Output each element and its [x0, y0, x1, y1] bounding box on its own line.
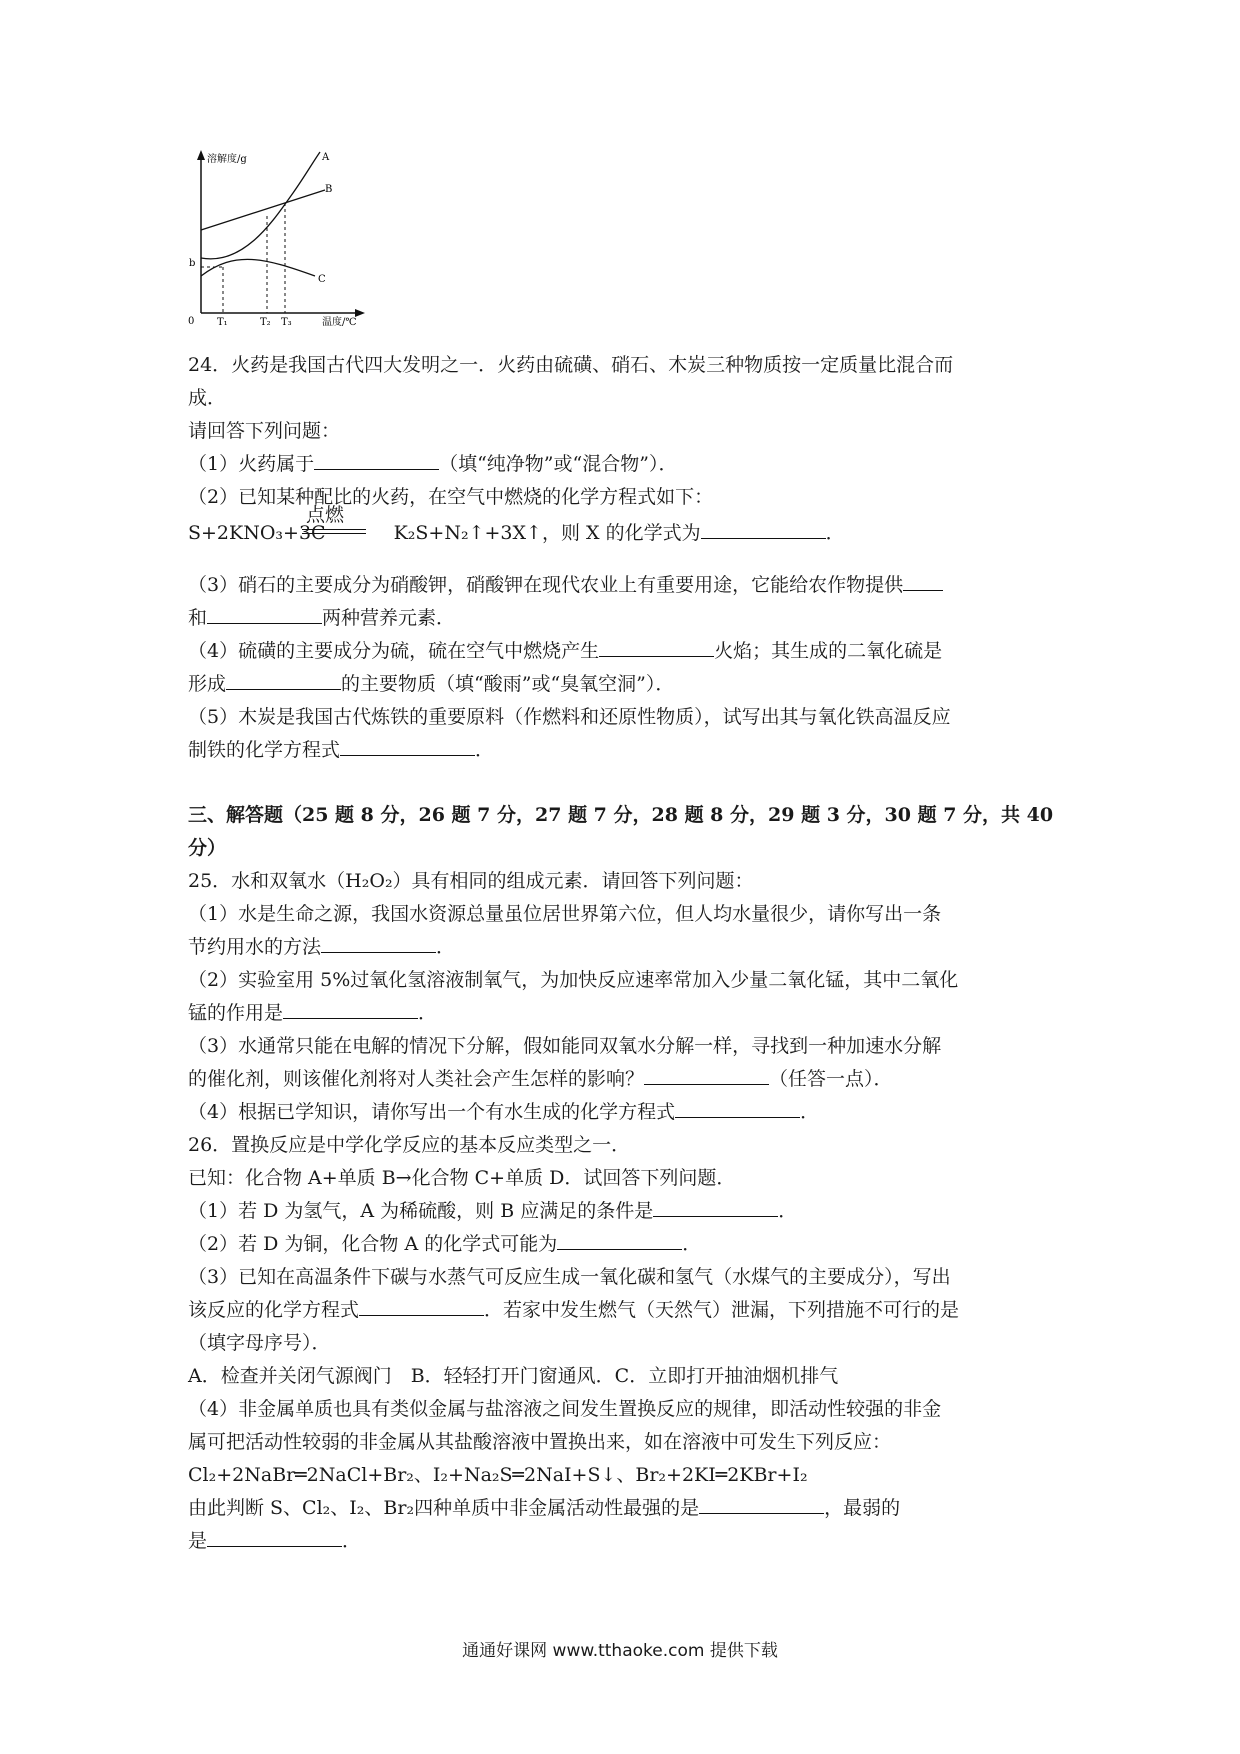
q24-stem-2: 成． — [188, 387, 227, 409]
period: ． — [778, 1200, 798, 1222]
curve-b-label: B — [325, 184, 333, 195]
q24-equation — [188, 520, 845, 546]
period: ． — [825, 522, 845, 544]
q26-part4-line3 — [188, 1495, 900, 1521]
q25-part3-line2 — [188, 1066, 893, 1092]
q26-part4-line1: （4）非金属单质也具有类似金属与盐溶液之间发生置换反应的规律，即活动性较强的非金 — [188, 1398, 942, 1420]
q24-part1-hint: （填“纯净物”或“混合物”）． — [439, 453, 678, 475]
q24-part4-form: 形成 — [188, 673, 227, 695]
answer-blank[interactable] — [653, 1198, 778, 1217]
period: ． — [682, 1233, 702, 1255]
q25-part1-line2 — [188, 934, 455, 960]
q24-prompt: 请回答下列问题： — [188, 420, 341, 442]
period: ． — [342, 1530, 362, 1552]
q24-part4-hint: 的主要物质（填“酸雨”或“臭氧空洞”）． — [341, 673, 675, 695]
q25-part2-text: 锰的作用是 — [188, 1002, 284, 1024]
q24-part4-text: （4）硫磺的主要成分为硫，硫在空气中燃烧产生 — [188, 640, 600, 662]
q25-stem: 25．水和双氧水（H₂O₂）具有相同的组成元素．请回答下列问题： — [188, 870, 754, 892]
q26-part4-line4 — [188, 1528, 361, 1554]
q26-options: A．检查并关闭气源阀门 B．轻轻打开门窗通风．C．立即打开抽油烟机排气 — [188, 1365, 839, 1387]
tick-t1: T₁ — [217, 317, 228, 328]
y-axis-label: 溶解度/g — [207, 154, 247, 165]
section-title-line1: 三、解答题（25 题 8 分，26 题 7 分，27 题 7 分，28 题 8 分，29 题 3 分，30 题 7 分，共 40 — [188, 804, 1054, 826]
q24-part1-text: （1）火药属于 — [188, 453, 315, 475]
equation-right: K₂S+N₂↑+3X↑，则 X 的化学式为 — [393, 522, 701, 544]
q24-part3-and: 和 — [188, 607, 208, 629]
x-axis-label: 温度/℃ — [322, 317, 357, 328]
answer-blank[interactable] — [701, 520, 826, 539]
q25-part3-line1: （3）水通常只能在电解的情况下分解，假如能同双氧水分解一样，寻找到一种加速水分解 — [188, 1035, 942, 1057]
q26-stem: 26．置换反应是中学化学反应的基本反应类型之一． — [188, 1134, 631, 1156]
q24-part1 — [188, 451, 677, 477]
section-title-line2: 分） — [188, 837, 227, 859]
answer-blank[interactable] — [699, 1495, 824, 1514]
answer-blank[interactable] — [207, 1528, 342, 1547]
q25-part3-text: 的催化剂，则该催化剂将对人类社会产生怎样的影响？ — [188, 1068, 645, 1090]
answer-blank[interactable] — [321, 934, 436, 953]
q26-part3-text: 该反应的化学方程式 — [188, 1299, 360, 1321]
q25-part4-text: （4）根据已学知识，请你写出一个有水生成的化学方程式 — [188, 1101, 676, 1123]
q26-part1 — [188, 1198, 797, 1224]
q26-part3-tail: ．若家中发生燃气（天然气）泄漏，下列措施不可行的是 — [484, 1299, 960, 1321]
q24-part5-line1: （5）木炭是我国古代炼铁的重要原料（作燃料和还原性物质），试写出其与氧化铁高温反应 — [188, 706, 951, 728]
q25-part1-line1: （1）水是生命之源，我国水资源总量虽位居世界第六位，但人均水量很少，请你写出一条 — [188, 903, 942, 925]
answer-blank[interactable] — [283, 1000, 418, 1019]
q26-part4-line2: 属可把活动性较弱的非金属从其盐酸溶液中置换出来，如在溶液中可发生下列反应： — [188, 1431, 892, 1453]
equation-left: S+2KNO₃+3C — [188, 522, 326, 544]
q26-part2-text: （2）若 D 为铜，化合物 A 的化学式可能为 — [188, 1233, 558, 1255]
q26-part4-text: 由此判断 S、Cl₂、I₂、Br₂四种单质中非金属活动性最强的是 — [188, 1497, 700, 1519]
q26-part4-is: 是 — [188, 1530, 208, 1552]
answer-blank[interactable] — [314, 451, 439, 470]
curve-a-label: A — [322, 152, 330, 163]
b-label: b — [189, 258, 196, 269]
q24-part4-line2 — [188, 671, 674, 697]
q25-part2-line2 — [188, 1000, 437, 1026]
curve-c — [201, 259, 315, 276]
answer-blank[interactable] — [359, 1297, 484, 1316]
period: ． — [800, 1101, 820, 1123]
period: ． — [475, 739, 495, 761]
answer-blank[interactable] — [599, 638, 714, 657]
footer-credit: 通通好课网 www.tthaoke.com 提供下载 — [462, 1641, 778, 1661]
x-axis-arrow — [355, 309, 365, 317]
answer-blank[interactable] — [557, 1231, 682, 1250]
curve-c-label: C — [318, 274, 326, 285]
q24-part5-text: 制铁的化学方程式 — [188, 739, 341, 761]
tick-t2: T₂ — [260, 317, 271, 328]
answer-blank[interactable] — [226, 671, 341, 690]
answer-blank[interactable] — [207, 605, 322, 624]
q24-part5-line2 — [188, 737, 494, 763]
q26-part3-line1: （3）已知在高温条件下碳与水蒸气可反应生成一氧化碳和氢气（水煤气的主要成分），写出 — [188, 1266, 951, 1288]
answer-blank[interactable] — [340, 737, 475, 756]
q25-part1-text: 节约用水的方法 — [188, 936, 322, 958]
answer-blank[interactable] — [675, 1099, 800, 1118]
q26-part3-line2 — [188, 1297, 959, 1323]
solubility-graph — [185, 148, 365, 328]
q24-stem-1: 24．火药是我国古代四大发明之一．火药由硫磺、硝石、木炭三种物质按一定质量比混合而 — [188, 354, 954, 376]
q26-part4-tail: ，最弱的 — [824, 1497, 901, 1519]
q26-part2 — [188, 1231, 701, 1257]
q25-part4 — [188, 1099, 819, 1125]
q24-part4-tail: 火焰；其生成的二氧化硫是 — [714, 640, 943, 662]
y-axis-arrow — [197, 150, 205, 160]
q24-part3-tail: 两种营养元素． — [322, 607, 456, 629]
q24-part2: （2）已知某种配比的火药，在空气中燃烧的化学方程式如下： — [188, 486, 714, 508]
q26-part3-line3: （填字母序号）． — [188, 1332, 331, 1354]
period: ． — [436, 936, 456, 958]
q26-known: 已知：化合物 A+单质 B→化合物 C+单质 D．试回答下列问题． — [188, 1167, 736, 1189]
answer-blank[interactable] — [644, 1066, 769, 1085]
q24-part3-line2 — [188, 605, 455, 631]
curve-b — [201, 190, 325, 230]
q24-part3-line1 — [188, 572, 943, 598]
q24-part3-text: （3）硝石的主要成分为硝酸钾，硝酸钾在现代农业上有重要用途，它能给农作物提供 — [188, 574, 904, 596]
q24-part4-line1 — [188, 638, 942, 664]
period: ． — [418, 1002, 438, 1024]
q26-reactions: Cl₂+2NaBr═2NaCl+Br₂、I₂+Na₂S═2NaI+S↓、Br₂+2KI═2KBr+I₂ — [188, 1464, 808, 1486]
reaction-condition: 点燃 — [306, 504, 345, 526]
q25-part2-line1: （2）实验室用 5%过氧化氢溶液制氧气，为加快反应速率常加入少量二氧化锰，其中二氧化 — [188, 969, 959, 991]
curve-a — [201, 152, 320, 259]
q25-part3-hint: （任答一点）． — [769, 1068, 893, 1090]
origin-label: 0 — [188, 316, 195, 327]
tick-t3: T₃ — [281, 317, 292, 328]
q26-part1-text: （1）若 D 为氢气，A 为稀硫酸，则 B 应满足的条件是 — [188, 1200, 654, 1222]
answer-blank[interactable] — [903, 572, 943, 591]
